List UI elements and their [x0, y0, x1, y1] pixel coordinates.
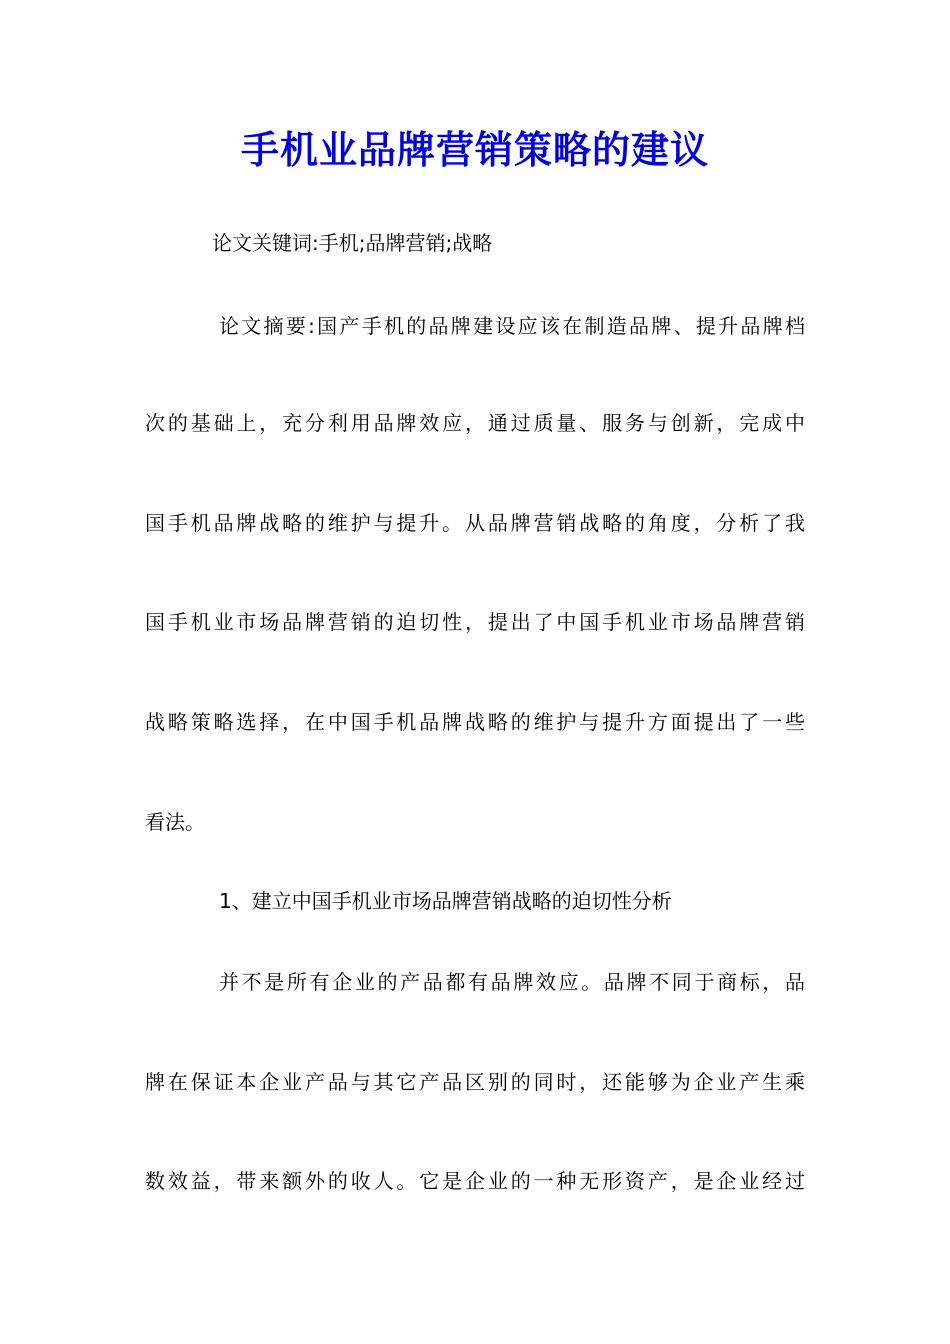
abstract-line: 国手机品牌战略的维护与提升。从品牌营销战略的角度，分析了我	[145, 511, 805, 535]
document-title: 手机业品牌营销策略的建议	[240, 127, 709, 172]
abstract-line: 看法。	[145, 810, 205, 834]
paragraph-line: 数效益，带来额外的收人。它是企业的一种无形资产，是企业经过	[145, 1169, 805, 1193]
paragraph-line: 并不是所有企业的产品都有品牌效应。品牌不同于商标，品	[219, 970, 805, 994]
abstract-line: 战略策略选择，在中国手机品牌战略的维护与提升方面提出了一些	[145, 710, 805, 734]
section-heading: 1、建立中国手机业市场品牌营销战略的迫切性分析	[219, 889, 672, 913]
keywords-line: 论文关键词:手机;品牌营销;战略	[212, 231, 493, 255]
paragraph-line: 牌在保证本企业产品与其它产品区别的同时，还能够为企业产生乘	[145, 1070, 805, 1094]
abstract-line: 论文摘要:国产手机的品牌建设应该在制造品牌、提升品牌档	[219, 314, 805, 338]
abstract-line: 国手机业市场品牌营销的迫切性，提出了中国手机业市场品牌营销	[145, 610, 805, 634]
abstract-line: 次的基础上，充分利用品牌效应，通过质量、服务与创新，完成中	[145, 411, 805, 435]
